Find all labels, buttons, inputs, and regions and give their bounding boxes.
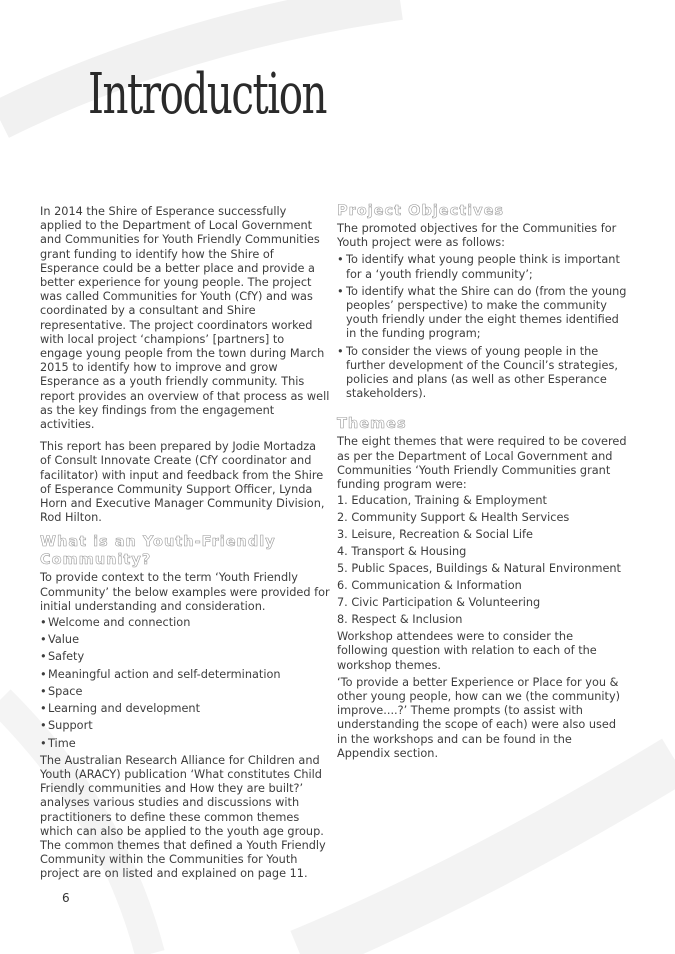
section-heading-objectives: Project Objectives: [337, 203, 505, 219]
section-heading-what-is: What is an Youth-Friendly Community?: [40, 534, 276, 569]
list-item: 5. Public Spaces, Buildings & Natural Environment: [337, 562, 621, 576]
question-paragraph: ‘To provide a better Experience or Place for you & other young people, how can we (the community) improve....?’ Theme prompts (to assist with understanding the scope of each) were also used in the workshops and can be found in the Appendix section.: [337, 675, 621, 760]
list-item: 3. Leisure, Recreation & Social Life: [337, 528, 533, 542]
list-item: 7. Civic Participation & Volunteering: [337, 596, 541, 610]
list-item: 6. Communication & Information: [337, 579, 522, 593]
list-item: • To consider the views of young people in the further development of the Council’s strategies, policies and plans (as well as other Esperance stakeholders).: [337, 345, 627, 402]
workshop-paragraph: Workshop attendees were to consider the following question with relation to each of the workshop themes.: [337, 630, 597, 672]
examples-list: [40, 616, 330, 751]
page-number: 6: [62, 891, 70, 905]
list-item: 4. Transport & Housing: [337, 545, 467, 559]
list-item: • To identify what the Shire can do (from the young peoples’ perspective) to make the community youth friendly under the eight themes identified in the funding program;: [337, 285, 627, 342]
list-item: • Support: [40, 719, 330, 733]
list-item: • Meaningful action and self-determination: [40, 668, 330, 682]
page-title: Introduction: [88, 62, 327, 127]
left-column: [40, 205, 330, 890]
list-item: • Value: [40, 633, 330, 647]
list-item: • Space: [40, 685, 330, 699]
what-is-intro: To provide context to the term ‘Youth Friendly Community’ the below examples were provided for initial understanding and consideration.: [40, 571, 330, 613]
aracy-paragraph: The Australian Research Alliance for Children and Youth (ARACY) publication ‘What constitutes Child Friendly communities and How they are built?’ analyses various studies and discussions with practitioners to define these common themes which can also be applied to the youth age group. The common themes that defined a Youth Friendly Community within the Communities for Youth project are on listed and explained on page 11.: [40, 753, 326, 881]
section-heading-themes: Themes: [337, 416, 407, 433]
list-item: • Safety: [40, 650, 330, 664]
right-column: [337, 205, 627, 769]
objectives-intro: The promoted objectives for the Communities for Youth project were as follows:: [337, 222, 617, 250]
themes-intro: The eight themes that were required to be covered as per the Department of Local Government and Communities ‘Youth Friendly Communities grant funding program were:: [337, 435, 627, 492]
list-item: 2. Community Support & Health Services: [337, 511, 570, 525]
list-item: • Time: [40, 737, 330, 751]
list-item: • To identify what young people think is important for a ‘youth friendly community’;: [337, 253, 627, 281]
objectives-list: [337, 253, 627, 401]
list-item: • Learning and development: [40, 702, 330, 716]
list-item: 8. Respect & Inclusion: [337, 613, 463, 627]
themes-list: [337, 494, 627, 627]
list-item: 1. Education, Training & Employment: [337, 494, 547, 508]
intro-paragraph: In 2014 the Shire of Esperance successfully applied to the Department of Local Government and Communities for Youth Friendly Communities grant funding to identify how the Shire of Esperance could be a better place and provide a better experience for young people. The project was called Communities for Youth (CfY) and was coordinated by a consultant and Shire representative. The project coordinators worked with local project ‘champions’ [partners] to engage young people from the town during March 2015 to identify how to improve and grow Esperance as a youth friendly community. This report provides an overview of that process as well as the key findings from the engagement activities.: [40, 205, 330, 432]
list-item: • Welcome and connection: [40, 616, 330, 630]
author-paragraph: This report has been prepared by Jodie Mortadza of Consult Innovate Create (CfY coordinator and facilitator) with input and feedback from the Shire of Esperance Community Support Officer, Lynda Horn and Executive Manager Community Division, Rod Hilton.: [40, 440, 325, 525]
